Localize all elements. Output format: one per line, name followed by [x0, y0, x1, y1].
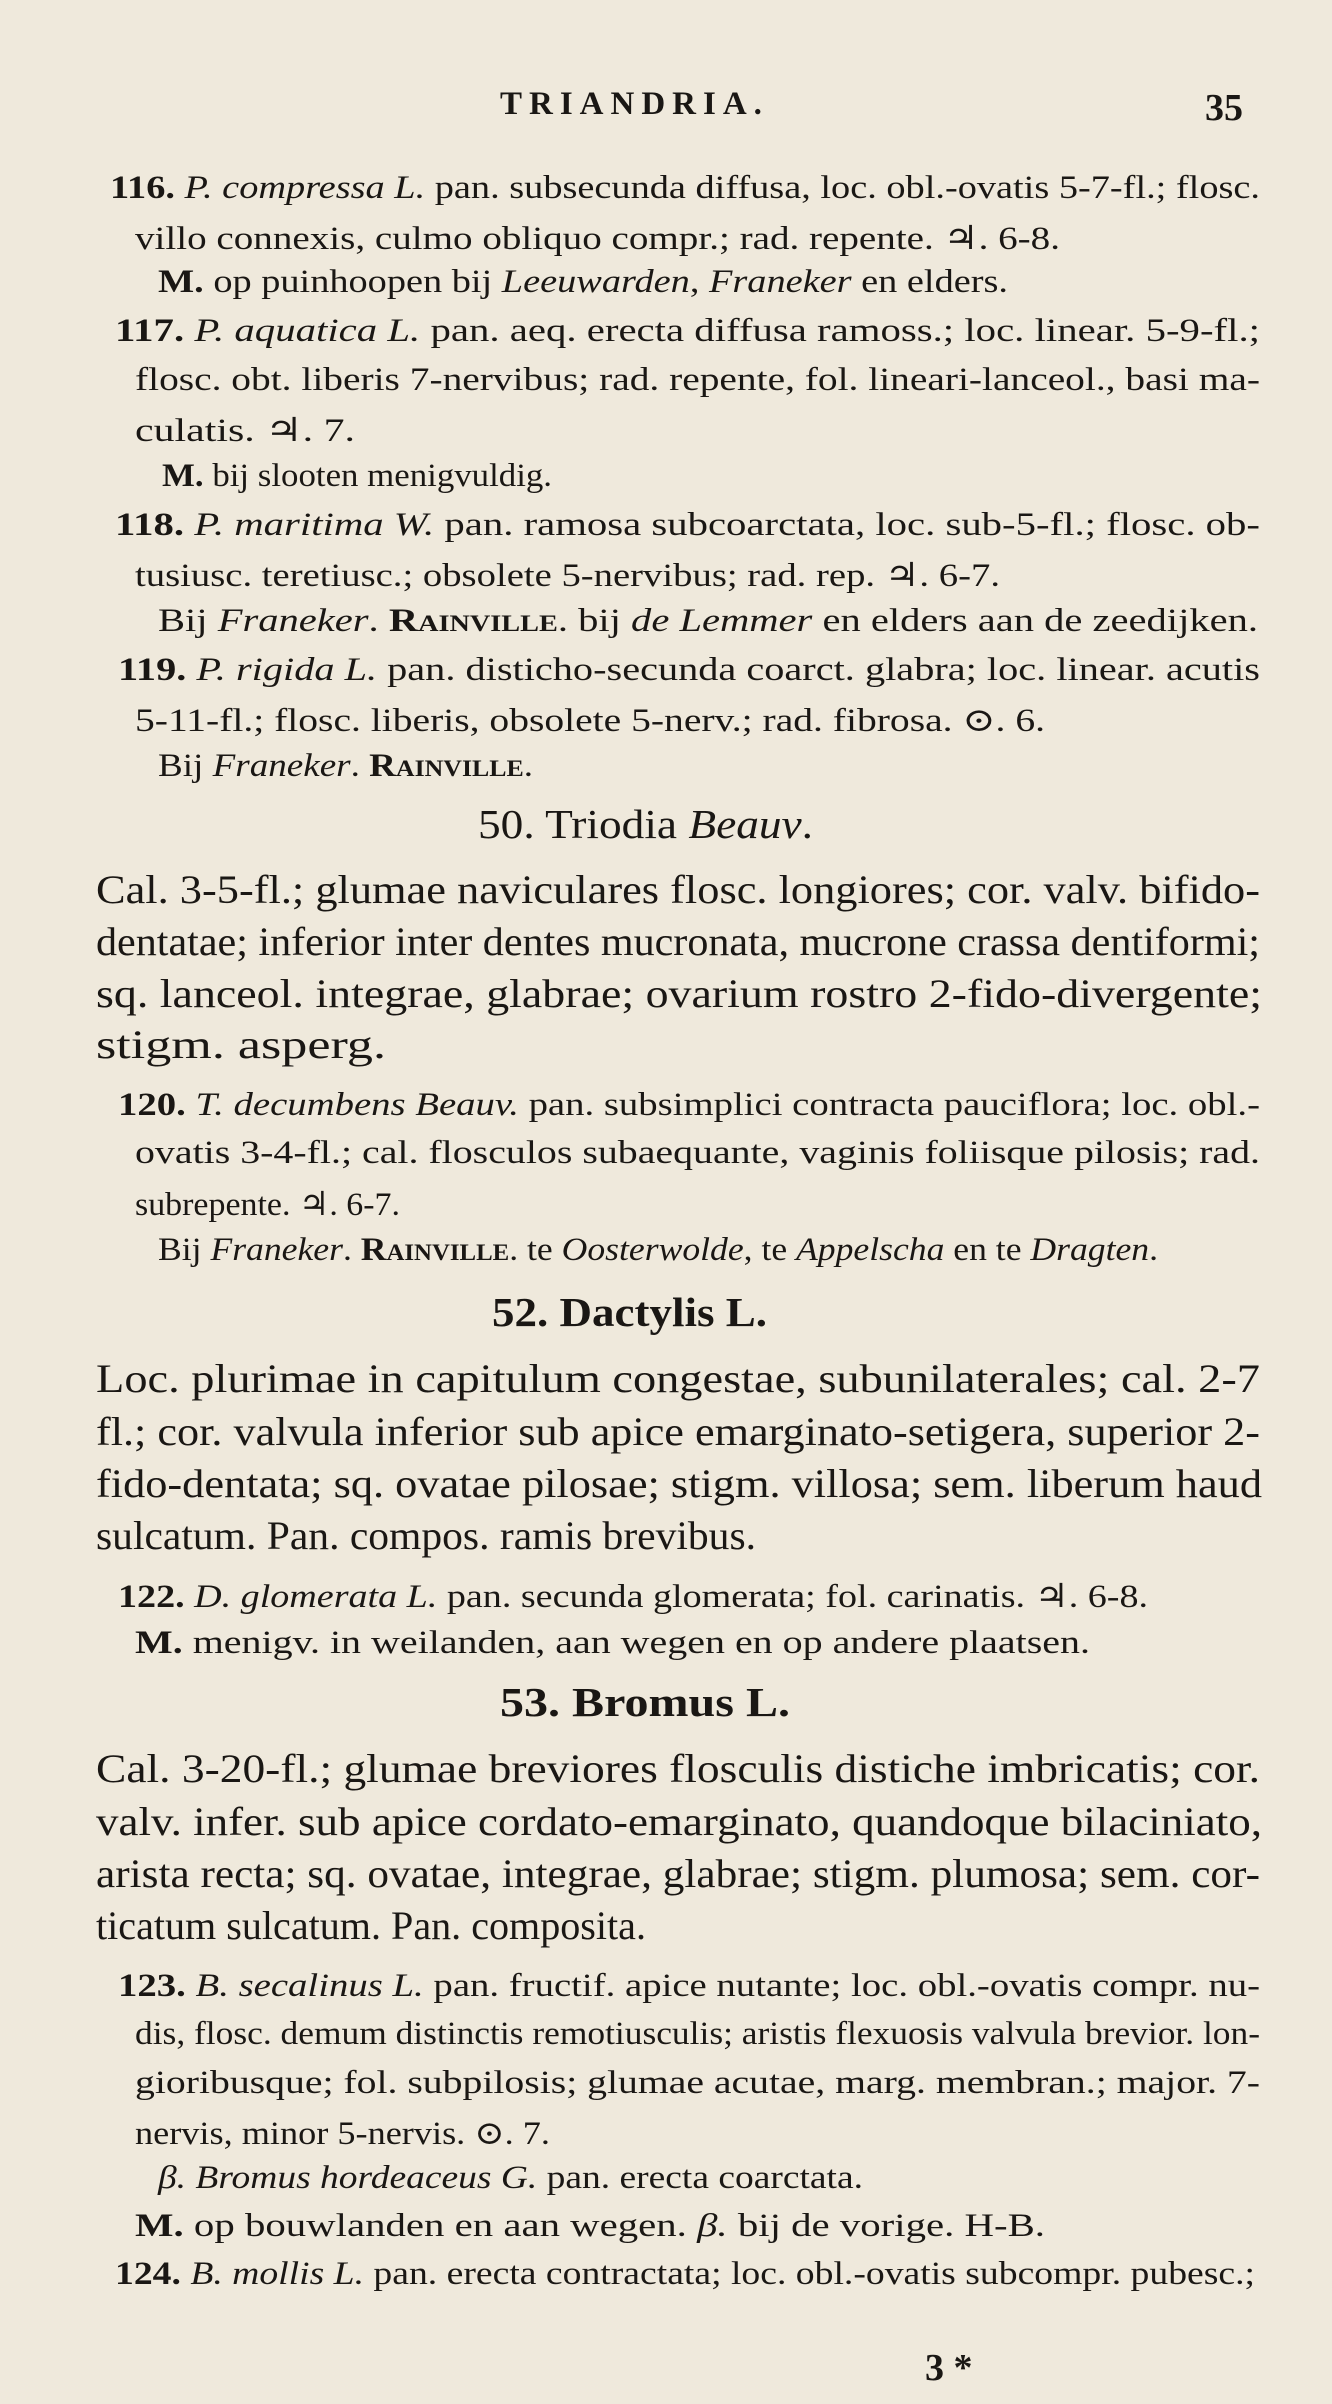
- text-run: de Lemmer: [631, 603, 813, 639]
- text-run: .: [1149, 1232, 1158, 1268]
- text-run: Cal. 3-20-fl.; glumae breviores flosculis distiche imbricatis; cor.: [96, 1746, 1260, 1791]
- text-run: valv. infer. sub apice cordato-emarginato, quandoque bilaciniato,: [96, 1799, 1262, 1844]
- text-run: P. compressa L.: [184, 170, 426, 206]
- species-entry-line: [135, 1135, 1260, 1172]
- text-run: β.: [697, 2208, 728, 2244]
- text-run: P. rigida L.: [196, 652, 378, 688]
- text-run: β. Bromus hordeaceus G.: [158, 2160, 538, 2196]
- text-run: Bij: [158, 603, 218, 639]
- text-run: op bouwlanden en aan wegen.: [183, 2208, 698, 2244]
- text-run: villo connexis, culmo obliquo compr.; rad. repente. ♃. 6-8.: [135, 221, 1060, 257]
- text-run: bij de vorige. H-B.: [727, 2208, 1045, 2244]
- text-run: Rainville: [369, 748, 524, 784]
- text-run: 120.: [118, 1087, 196, 1123]
- text-run: nervis, minor 5-nervis. ⊙. 7.: [135, 2116, 550, 2152]
- genus-description-line: [96, 1850, 1260, 1897]
- genus-description-line: [96, 918, 1260, 965]
- text-run: Loc. plurimae in capitulum congestae, subunilaterales; cal. 2-7: [96, 1356, 1260, 1401]
- text-run: B. mollis L.: [190, 2256, 365, 2292]
- text-run: Appelscha: [796, 1232, 945, 1268]
- text-run: op puinhoopen bij: [203, 264, 502, 300]
- text-run: Franeker: [217, 603, 369, 639]
- text-run: Beauv: [688, 801, 802, 847]
- species-entry-line: [158, 2160, 863, 2197]
- text-run: stigm. asperg.: [96, 1022, 386, 1067]
- species-entry-line: [135, 218, 1060, 258]
- genus-description-line: [96, 1902, 646, 1949]
- text-run: ovatis 3-4-fl.; cal. flosculos subaequante, vaginis foliisque pilosis; rad.: [135, 1135, 1260, 1171]
- text-run: 119.: [118, 652, 197, 688]
- species-entry-line: [158, 264, 1008, 301]
- text-run: sq. lanceol. integrae, glabrae; ovarium rostro 2-fido-divergente;: [96, 971, 1262, 1016]
- text-run: gioribusque; fol. subpilosis; glumae acutae, marg. membran.; major. 7-: [135, 2065, 1260, 2101]
- genus-description-line: [96, 1745, 1260, 1792]
- text-run: fido-dentata; sq. ovatae pilosae; stigm. villosa; sem. liberum haud: [96, 1461, 1262, 1506]
- species-entry-line: [115, 2256, 1255, 2293]
- text-run: Rainville: [360, 1232, 510, 1268]
- species-entry-line: [135, 2065, 1260, 2102]
- genus-description-line: [96, 866, 1260, 913]
- species-entry-line: [158, 1232, 1158, 1269]
- text-run: 50. Triodia: [478, 801, 689, 847]
- text-run: pan. ramosa subcoarctata, loc. sub-5-fl.; flosc. ob-: [434, 507, 1260, 543]
- species-entry-line: [135, 362, 1260, 399]
- text-run: M.: [158, 264, 204, 300]
- text-run: Cal. 3-5-fl.; glumae naviculares flosc. longiores; cor. valv. bifido-: [96, 867, 1260, 912]
- text-run: M.: [135, 2208, 184, 2244]
- genus-heading: [500, 1678, 790, 1726]
- genus-description-line: [96, 1798, 1262, 1845]
- text-run: Franeker: [210, 1232, 343, 1268]
- text-run: Bij: [158, 748, 213, 784]
- text-run: pan. erecta contractata; loc. obl.-ovatis subcompr. pubesc.;: [364, 2256, 1255, 2292]
- genus-description-line: [96, 970, 1262, 1017]
- genus-description-line: [96, 1408, 1260, 1455]
- text-run: ticatum sulcatum. Pan. composita.: [96, 1903, 646, 1948]
- species-entry-line: [135, 2208, 1045, 2245]
- text-run: sulcatum. Pan. compos. ramis brevibus.: [96, 1513, 756, 1558]
- text-run: B. secalinus L.: [195, 1968, 424, 2004]
- genus-description-line: [96, 1021, 386, 1068]
- text-run: .: [801, 801, 813, 847]
- species-entry-line: [118, 1968, 1260, 2005]
- text-run: pan. erecta coarctata.: [537, 2160, 863, 2196]
- text-run: . te: [509, 1232, 562, 1268]
- text-run: 52. Dactylis L.: [492, 1289, 767, 1335]
- species-entry-line: [135, 1625, 1090, 1662]
- text-run: 118.: [115, 507, 195, 543]
- text-run: , te: [743, 1232, 797, 1268]
- text-run: .: [523, 748, 533, 784]
- text-run: pan. subsecunda diffusa, loc. obl.-ovatis 5-7-fl.; flosc.: [425, 170, 1260, 206]
- text-run: Franeker: [708, 264, 852, 300]
- text-run: pan. secunda glomerata; fol. carinatis. ♃. 6-8.: [437, 1579, 1148, 1615]
- species-entry-line: [135, 2113, 550, 2153]
- text-run: M.: [162, 458, 204, 494]
- text-run: 123.: [118, 1968, 196, 2004]
- text-run: P. aquatica L.: [194, 313, 421, 349]
- species-entry-line: [135, 2016, 1260, 2053]
- text-run: 116.: [110, 170, 185, 206]
- text-run: pan. aeq. erecta diffusa ramoss.; loc. linear. 5-9-fl.;: [420, 313, 1260, 349]
- species-entry-line: [158, 603, 1258, 640]
- text-run: 124.: [115, 2256, 191, 2292]
- species-entry-line: [135, 410, 355, 450]
- text-run: menigv. in weilanden, aan wegen en op andere plaatsen.: [182, 1625, 1090, 1661]
- header-title: TRIANDRIA.: [500, 86, 769, 122]
- text-run: en te: [944, 1232, 1031, 1268]
- text-run: en elders.: [851, 264, 1008, 300]
- text-run: flosc. obt. liberis 7-nervibus; rad. repente, fol. lineari-lanceol., basi ma-: [135, 362, 1260, 398]
- species-entry-line: [115, 507, 1260, 544]
- text-run: .: [368, 603, 389, 639]
- text-run: 117.: [115, 313, 195, 349]
- text-run: Dragten: [1030, 1232, 1150, 1268]
- text-run: pan. disticho-secunda coarct. glabra; loc. linear. acutis: [377, 652, 1260, 688]
- species-entry-line: [135, 700, 1045, 740]
- text-run: 53. Bromus L.: [500, 1679, 790, 1725]
- text-run: Rainville: [388, 603, 558, 639]
- text-run: Leeuwarden: [501, 264, 690, 300]
- text-run: 122.: [118, 1579, 195, 1615]
- genus-description-line: [96, 1460, 1262, 1507]
- species-entry-line: [135, 555, 1000, 595]
- text-run: P. maritima W.: [194, 507, 435, 543]
- text-run: .: [342, 1232, 361, 1268]
- text-run: .: [350, 748, 370, 784]
- genus-heading: [492, 1288, 767, 1336]
- page-number: 35: [1205, 87, 1243, 129]
- text-run: en elders aan de zeedijken.: [812, 603, 1258, 639]
- text-run: pan. subsimplici contracta pauciflora; loc. obl.-: [518, 1087, 1260, 1123]
- text-run: dis, flosc. demum distinctis remotiusculis; aristis flexuosis valvula brevior. lon-: [135, 2016, 1260, 2052]
- text-run: culatis. ♃. 7.: [135, 413, 355, 449]
- text-run: subrepente. ♃. 6-7.: [135, 1187, 400, 1223]
- species-entry-line: [110, 170, 1260, 207]
- species-entry-line: [118, 652, 1260, 689]
- genus-description-line: [96, 1512, 756, 1559]
- text-run: ,: [689, 264, 709, 300]
- text-run: 5-11-fl.; flosc. liberis, obsolete 5-nerv.; rad. fibrosa. ⊙. 6.: [135, 703, 1045, 739]
- signature-mark: 3 *: [925, 2347, 973, 2389]
- species-entry-line: [158, 748, 533, 785]
- genus-heading: [478, 800, 813, 848]
- species-entry-line: [118, 1087, 1260, 1124]
- genus-description-line: [96, 1355, 1260, 1402]
- text-run: T. decumbens Beauv.: [195, 1087, 519, 1123]
- text-run: arista recta; sq. ovatae, integrae, glabrae; stigm. plumosa; sem. cor-: [96, 1851, 1260, 1896]
- text-run: dentatae; inferior inter dentes mucronata, mucrone crassa dentiformi;: [96, 919, 1260, 964]
- text-run: bij slooten menigvuldig.: [203, 458, 552, 494]
- text-run: fl.; cor. valvula inferior sub apice emarginato-setigera, superior 2-: [96, 1409, 1260, 1454]
- species-entry-line: [135, 1184, 400, 1224]
- text-run: pan. fructif. apice nutante; loc. obl.-ovatis compr. nu-: [423, 1968, 1260, 2004]
- species-entry-line: [162, 458, 552, 495]
- species-entry-line: [115, 313, 1260, 350]
- text-run: Bij: [158, 1232, 211, 1268]
- text-run: Oosterwolde: [561, 1232, 744, 1268]
- text-run: tusiusc. teretiusc.; obsolete 5-nervibus; rad. rep. ♃. 6-7.: [135, 558, 1000, 594]
- text-run: Franeker: [212, 748, 351, 784]
- text-run: M.: [135, 1625, 183, 1661]
- species-entry-line: [118, 1576, 1148, 1616]
- text-run: D. glomerata L.: [194, 1579, 438, 1615]
- text-run: . bij: [557, 603, 632, 639]
